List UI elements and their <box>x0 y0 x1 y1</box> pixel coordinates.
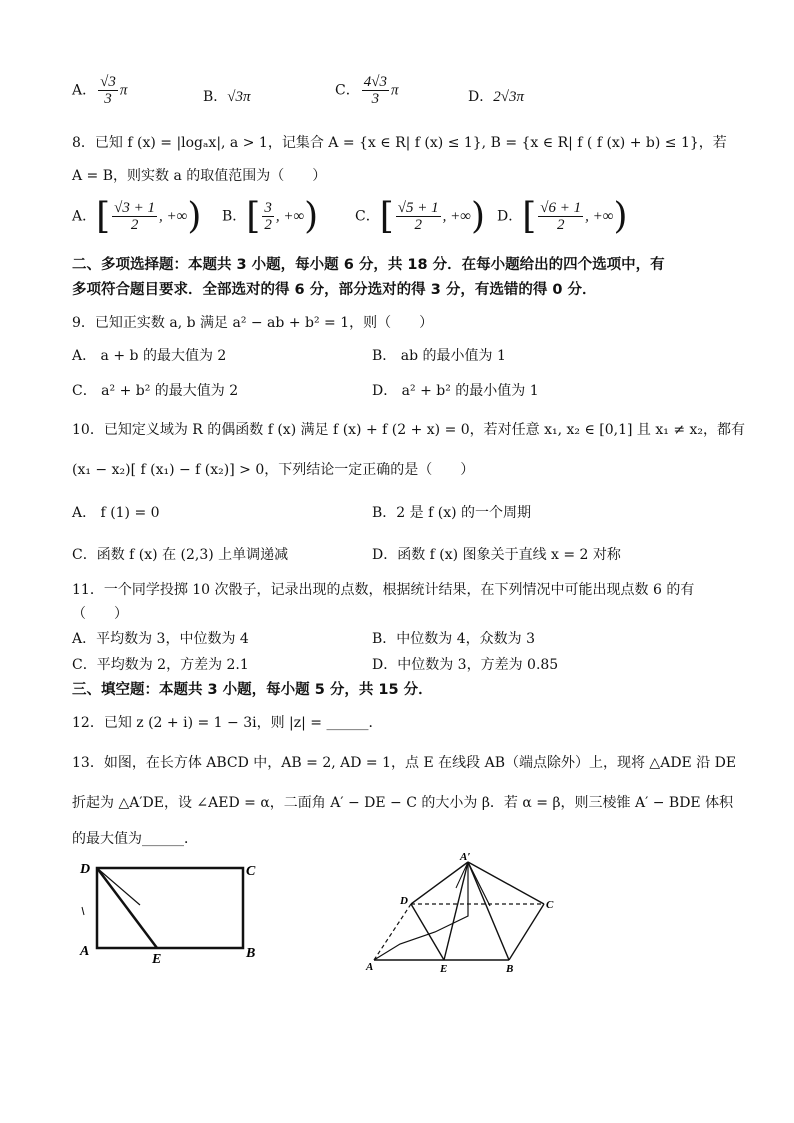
q7-option-b <box>203 86 251 106</box>
label-e: E <box>152 952 162 965</box>
option-tail: π <box>390 82 399 99</box>
left-bracket: [ <box>522 196 537 237</box>
fraction-denominator: 2 <box>414 217 422 233</box>
q13-stem-line2: 折起为 △A′DE，设 ∠AED = α，二面角 A′ − DE − C 的大小为 β．若 α = β，则三棱锥 A′ − BDE 体积 <box>72 795 734 811</box>
q9-option-b: B． ab 的最小值为 1 <box>372 348 506 364</box>
section3-heading: 三、填空题：本题共 3 小题，每小题 5 分，共 15 分． <box>72 682 433 698</box>
figure-rectangle-abcd <box>70 855 270 965</box>
section2-heading-line1: 二、多项选择题：本题共 3 小题，每小题 6 分，共 18 分．在每小题给出的四个选项中，有 <box>72 257 665 273</box>
fraction-denominator: 2 <box>130 217 139 233</box>
q10-option-c: C．函数 f (x) 在 (2,3) 上单调递减 <box>72 547 289 563</box>
label-b: B <box>506 963 514 975</box>
q8-option-d <box>497 196 628 237</box>
right-paren: ) <box>613 196 628 237</box>
label-c: C <box>546 899 554 911</box>
q8-stem-line2: A = B，则实数 a 的取值范围为（ ） <box>72 168 327 184</box>
q8-stem-line1: 8．已知 f (x) = |logₐx|, a > 1，记集合 A = {x ∈ R| f (x) ≤ 1}, B = {x ∈ R| f ( f (x) + b) ≤ 1}，若 <box>72 135 727 151</box>
fraction-numerator: 3 <box>264 200 272 216</box>
q9-option-a: A． a + b 的最大值为 2 <box>72 348 227 364</box>
q10-option-b: B．2 是 f (x) 的一个周期 <box>372 505 531 521</box>
fold-mark <box>97 868 140 905</box>
option-letter: A． <box>72 208 97 225</box>
option-tail: , +∞ <box>275 208 305 225</box>
option-tail: π <box>119 82 128 99</box>
edge-ad <box>374 904 411 960</box>
label-d: D <box>400 895 408 907</box>
option-text: 2√3π <box>493 89 524 105</box>
label-d: D <box>80 862 91 877</box>
segment-de <box>97 868 157 948</box>
q11-option-c: C．平均数为 2，方差为 2.1 <box>72 657 249 673</box>
option-letter: B． <box>222 208 247 225</box>
q9-stem: 9．已知正实数 a, b 满足 a² − ab + b² = 1，则（ ） <box>72 315 434 331</box>
q13-stem-line3: 的最大值为______． <box>72 831 198 847</box>
q7-option-c <box>335 74 398 107</box>
q8-option-c <box>355 196 485 237</box>
q10-stem-line2: (x₁ − x₂)[ f (x₁) − f (x₂)] > 0，下列结论一定正确的是（ ） <box>72 462 475 478</box>
option-letter: D． <box>468 89 494 105</box>
fraction-denominator: 3 <box>371 91 380 107</box>
option-letter: C． <box>335 82 360 99</box>
q11-stem-line2: （ ） <box>72 606 128 622</box>
label-b: B <box>246 946 256 961</box>
fraction-numerator: √3 + 1 <box>114 200 156 216</box>
q11-option-a: A．平均数为 3，中位数为 4 <box>72 631 249 647</box>
fraction-numerator: √6 + 1 <box>540 200 582 216</box>
q13-stem-line1: 13．如图，在长方体 ABCD 中，AB = 2, AD = 1，点 E 在线段 AB（端点除外）上，现将 △ADE 沿 DE <box>72 755 737 771</box>
fraction-denominator: 3 <box>104 91 112 107</box>
edge-apb <box>468 862 509 960</box>
option-tail: , +∞ <box>159 208 188 225</box>
section2-heading-line2: 多项符合题目要求．全部选对的得 6 分，部分选对的得 3 分，有选错的得 0 分． <box>72 282 597 298</box>
option-tail: , +∞ <box>585 208 614 225</box>
q11-option-d: D．中位数为 3，方差为 0.85 <box>372 657 559 673</box>
figure-folded-pyramid <box>360 848 570 978</box>
option-text: √3π <box>227 89 251 105</box>
q7-option-d <box>468 86 524 106</box>
option-letter: B． <box>203 89 228 105</box>
option-tail: , +∞ <box>442 208 471 225</box>
label-c: C <box>246 864 256 879</box>
label-e: E <box>440 963 448 975</box>
label-a-prime: A′ <box>460 851 471 863</box>
right-paren: ) <box>304 196 319 237</box>
q8-option-a <box>72 196 201 237</box>
edge-apc <box>468 862 544 904</box>
right-paren: ) <box>187 196 202 237</box>
edge-bc <box>509 904 544 960</box>
q8-option-b <box>222 196 318 237</box>
left-bracket: [ <box>96 196 111 237</box>
q11-option-b: B．中位数为 4，众数为 3 <box>372 631 536 647</box>
q12-stem: 12．已知 z (2 + i) = 1 − 3i，则 |z| = ______． <box>72 715 383 731</box>
fold-curve <box>374 862 468 960</box>
left-bracket: [ <box>379 196 394 237</box>
option-letter: D． <box>497 208 523 225</box>
fraction-numerator: √5 + 1 <box>397 200 439 216</box>
fraction-denominator: 2 <box>264 217 272 233</box>
q11-stem-line1: 11．一个同学投掷 10 次骰子，记录出现的点数，根据统计结果，在下列情况中可能出现点数 6 的有 <box>72 582 695 598</box>
rectangle-outline <box>97 868 243 948</box>
tick-mark <box>82 907 84 915</box>
left-bracket: [ <box>246 196 261 237</box>
q9-option-c: C． a² + b² 的最大值为 2 <box>72 383 239 399</box>
q10-option-a: A． f (1) = 0 <box>72 505 160 521</box>
right-paren: ) <box>470 196 485 237</box>
option-letter: A． <box>72 82 97 99</box>
q7-option-a <box>72 74 127 107</box>
q9-option-d: D． a² + b² 的最小值为 1 <box>372 383 539 399</box>
fraction-denominator: 2 <box>556 217 565 233</box>
fraction-numerator: √3 <box>100 74 116 90</box>
fraction-numerator: 4√3 <box>363 74 387 90</box>
option-letter: C． <box>355 208 380 225</box>
label-a: A <box>366 961 374 973</box>
q10-option-d: D．函数 f (x) 图象关于直线 x = 2 对称 <box>372 547 621 563</box>
q10-stem-line1: 10．已知定义域为 R 的偶函数 f (x) 满足 f (x) + f (2 + x) = 0，若对任意 x₁, x₂ ∈ [0,1] 且 x₁ ≠ x₂，都有 <box>72 422 746 438</box>
edge-de <box>411 904 444 960</box>
label-a: A <box>80 944 90 959</box>
